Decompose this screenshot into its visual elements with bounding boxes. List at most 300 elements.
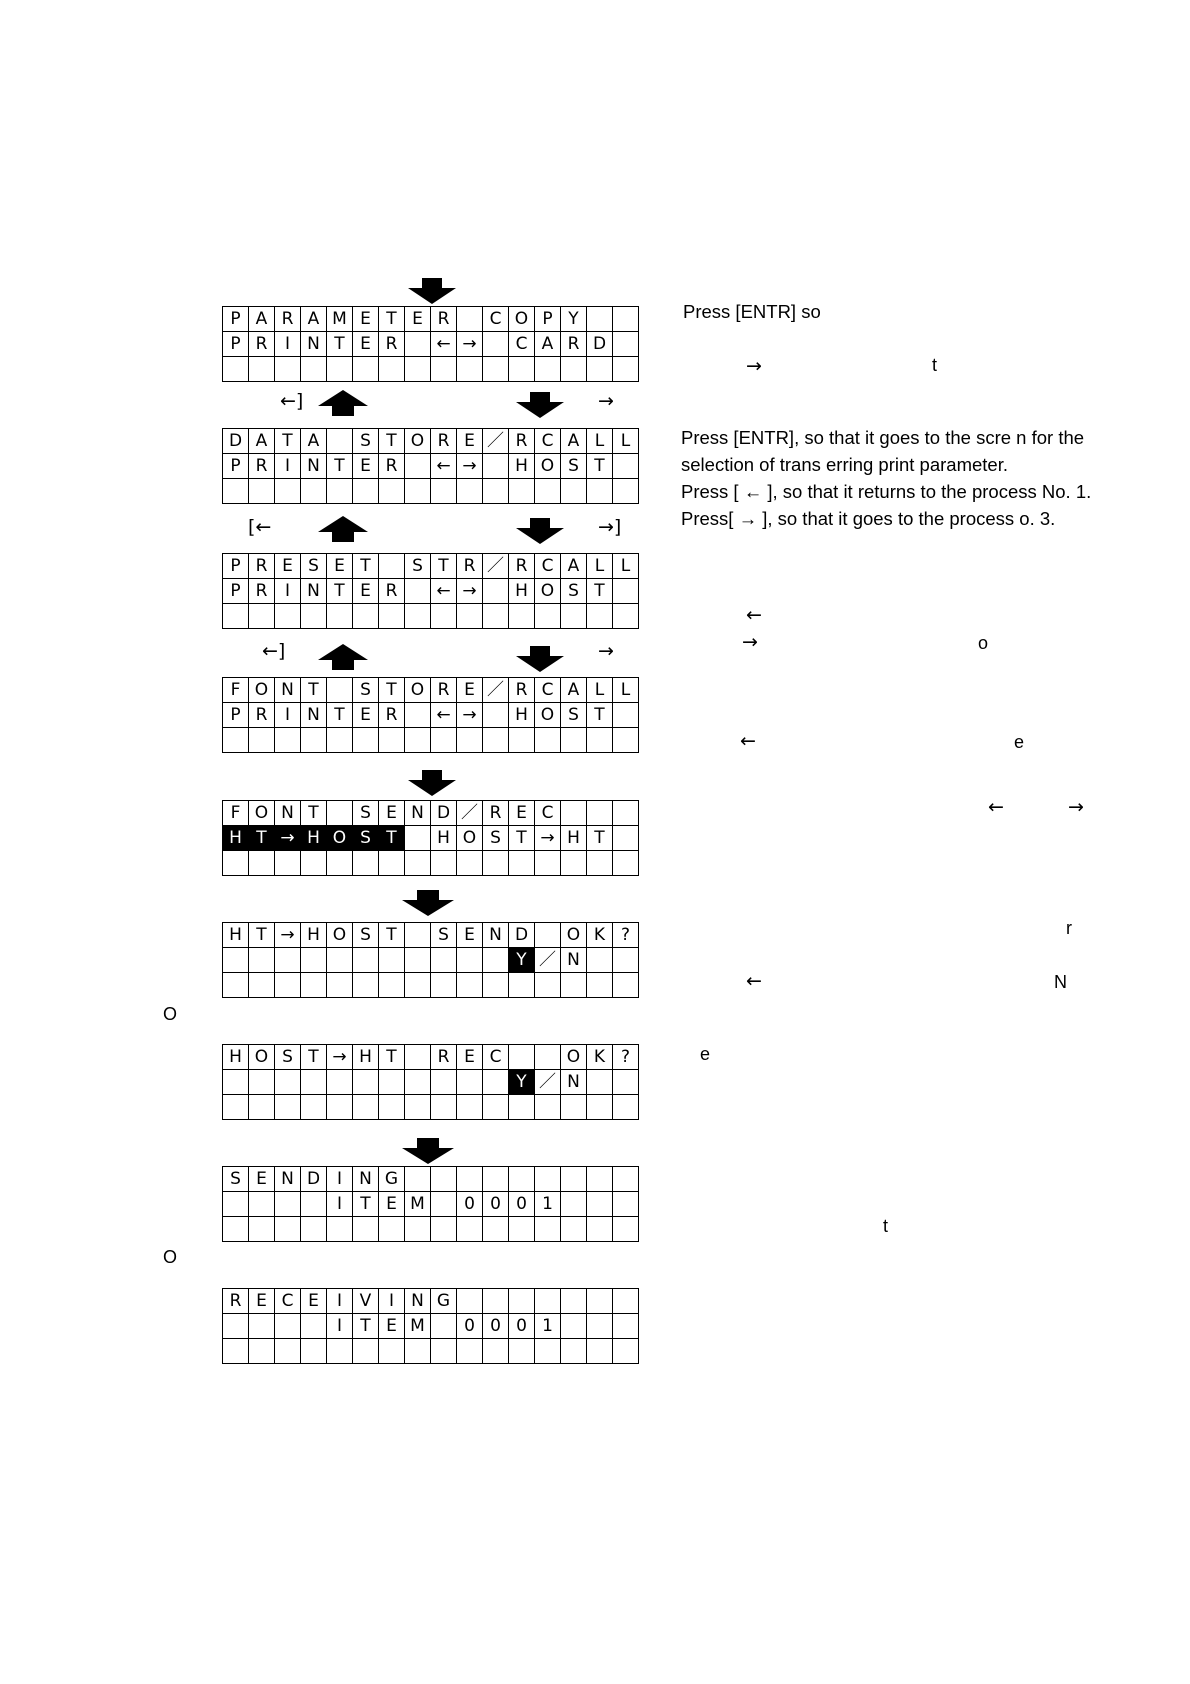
lcd-row <box>223 554 639 579</box>
lcd-cell <box>613 1070 639 1095</box>
lcd-row <box>223 728 639 753</box>
lcd-cell <box>561 851 587 876</box>
lcd-cell <box>405 728 431 753</box>
lcd-cell: E <box>353 703 379 728</box>
lcd-cell <box>275 357 301 382</box>
lcd-cell <box>613 948 639 973</box>
lcd-cell: A <box>561 678 587 703</box>
lcd-cell <box>535 1217 561 1242</box>
lcd-cell: T <box>587 454 613 479</box>
lcd-cell <box>223 973 249 998</box>
lcd-cell: 0 <box>457 1314 483 1339</box>
lcd-cell: O <box>561 923 587 948</box>
lcd-cell <box>405 703 431 728</box>
lcd-cell: 0 <box>457 1192 483 1217</box>
lcd-cell: S <box>353 801 379 826</box>
lcd-cell: A <box>561 429 587 454</box>
description-process-2-line-2: selection of trans erring print parameter. <box>681 454 1008 475</box>
lcd-cell: R <box>509 678 535 703</box>
lcd-cell <box>223 479 249 504</box>
lcd-cell <box>483 851 509 876</box>
description-fragment: e <box>1014 732 1025 752</box>
lcd-cell: → <box>457 579 483 604</box>
lcd-cell <box>483 479 509 504</box>
lcd-cell <box>249 479 275 504</box>
lcd-cell: M <box>327 307 353 332</box>
lcd-cell: Y <box>509 948 535 973</box>
lcd-cell <box>613 973 639 998</box>
lcd-cell <box>249 851 275 876</box>
lcd-screen-parameter-copy <box>222 306 639 382</box>
lcd-row <box>223 1339 639 1364</box>
flow-down-arrow-icon <box>516 392 564 418</box>
lcd-cell <box>613 1314 639 1339</box>
lcd-row <box>223 948 639 973</box>
lcd-screen-font-store-recall <box>222 677 639 753</box>
lcd-screen-font-send-rec <box>222 800 639 876</box>
lcd-cell: N <box>561 948 587 973</box>
lcd-cell: E <box>353 332 379 357</box>
lcd-cell <box>457 1095 483 1120</box>
lcd-cell: H <box>509 454 535 479</box>
lcd-cell <box>301 973 327 998</box>
lcd-cell: E <box>353 307 379 332</box>
lcd-row <box>223 851 639 876</box>
lcd-row <box>223 429 639 454</box>
lcd-cell: → <box>457 703 483 728</box>
lcd-cell <box>223 851 249 876</box>
lcd-cell: R <box>483 801 509 826</box>
description-fragment: O <box>163 1247 178 1267</box>
lcd-row <box>223 801 639 826</box>
description-fragment: r <box>1066 918 1072 938</box>
lcd-cell: N <box>275 801 301 826</box>
lcd-cell: 0 <box>509 1192 535 1217</box>
lcd-cell <box>275 479 301 504</box>
lcd-cell <box>457 1167 483 1192</box>
lcd-cell <box>483 579 509 604</box>
lcd-cell <box>249 973 275 998</box>
key-label-right: → <box>598 390 614 412</box>
lcd-cell <box>405 948 431 973</box>
lcd-cell: C <box>483 307 509 332</box>
lcd-cell: H <box>223 1045 249 1070</box>
lcd-cell <box>509 1217 535 1242</box>
lcd-cell: → <box>275 826 301 851</box>
lcd-cell: H <box>223 826 249 851</box>
description-process-2-line-3: Press [ ← ], so that it returns to the process No. 1. <box>681 481 1092 502</box>
lcd-cell <box>405 332 431 357</box>
lcd-screen-ht-host-send-ok <box>222 922 639 998</box>
lcd-cell: N <box>301 703 327 728</box>
lcd-cell <box>535 1095 561 1120</box>
lcd-cell <box>405 579 431 604</box>
lcd-cell: D <box>587 332 613 357</box>
lcd-cell <box>561 1192 587 1217</box>
lcd-cell <box>457 1070 483 1095</box>
lcd-screen-host-ht-rec-ok <box>222 1044 639 1120</box>
lcd-cell <box>483 332 509 357</box>
lcd-row <box>223 973 639 998</box>
lcd-cell: T <box>249 826 275 851</box>
lcd-cell: O <box>405 429 431 454</box>
description-process-1: Press [ENTR] so <box>683 301 821 322</box>
lcd-cell <box>327 801 353 826</box>
lcd-cell <box>431 973 457 998</box>
lcd-cell <box>613 728 639 753</box>
lcd-cell <box>405 357 431 382</box>
lcd-cell <box>561 1167 587 1192</box>
lcd-cell <box>509 1167 535 1192</box>
lcd-cell <box>613 1217 639 1242</box>
description-arrow: → <box>746 355 762 377</box>
lcd-cell <box>509 1095 535 1120</box>
lcd-cell <box>379 1217 405 1242</box>
lcd-cell: T <box>379 1045 405 1070</box>
lcd-cell: T <box>509 826 535 851</box>
lcd-cell: → <box>457 454 483 479</box>
lcd-cell: E <box>301 1289 327 1314</box>
lcd-cell: C <box>535 801 561 826</box>
lcd-cell: I <box>275 332 301 357</box>
lcd-cell <box>405 973 431 998</box>
lcd-cell <box>353 1070 379 1095</box>
lcd-cell <box>457 604 483 629</box>
lcd-cell: Y <box>561 307 587 332</box>
lcd-cell: L <box>613 554 639 579</box>
lcd-cell <box>613 579 639 604</box>
lcd-row <box>223 703 639 728</box>
lcd-cell: R <box>379 332 405 357</box>
lcd-cell <box>301 1070 327 1095</box>
lcd-cell <box>301 1217 327 1242</box>
lcd-cell <box>587 1339 613 1364</box>
lcd-cell: H <box>509 579 535 604</box>
lcd-cell <box>327 1217 353 1242</box>
lcd-cell: → <box>535 826 561 851</box>
lcd-row <box>223 1045 639 1070</box>
lcd-cell: R <box>379 703 405 728</box>
lcd-cell <box>457 357 483 382</box>
lcd-cell: P <box>223 703 249 728</box>
lcd-cell: T <box>327 332 353 357</box>
lcd-row <box>223 579 639 604</box>
lcd-cell: R <box>249 332 275 357</box>
lcd-cell <box>431 1095 457 1120</box>
lcd-cell <box>353 479 379 504</box>
lcd-cell <box>223 357 249 382</box>
lcd-cell: T <box>249 923 275 948</box>
lcd-cell: O <box>535 454 561 479</box>
lcd-cell <box>327 973 353 998</box>
lcd-cell: F <box>223 678 249 703</box>
lcd-cell <box>405 826 431 851</box>
lcd-cell <box>457 851 483 876</box>
lcd-cell: K <box>587 1045 613 1070</box>
lcd-cell <box>405 1167 431 1192</box>
lcd-cell <box>535 1167 561 1192</box>
lcd-cell <box>613 454 639 479</box>
lcd-cell: S <box>561 454 587 479</box>
lcd-cell <box>353 948 379 973</box>
lcd-cell <box>379 1339 405 1364</box>
lcd-cell: O <box>249 1045 275 1070</box>
description-arrow: ← <box>988 796 1004 818</box>
lcd-cell <box>431 851 457 876</box>
lcd-cell <box>405 1045 431 1070</box>
lcd-cell: E <box>353 454 379 479</box>
lcd-cell: T <box>379 429 405 454</box>
lcd-cell <box>301 948 327 973</box>
description-fragment: t <box>883 1216 889 1236</box>
lcd-cell <box>613 604 639 629</box>
lcd-screen-preset-str-recall <box>222 553 639 629</box>
flow-up-arrow-icon <box>318 516 368 542</box>
description-process-2-line-1: Press [ENTR], so that it goes to the scre n for the <box>681 427 1085 448</box>
lcd-cell: I <box>379 1289 405 1314</box>
lcd-cell: ← <box>431 332 457 357</box>
lcd-cell <box>405 1070 431 1095</box>
lcd-row <box>223 307 639 332</box>
lcd-cell: P <box>223 579 249 604</box>
lcd-cell <box>535 604 561 629</box>
lcd-cell <box>327 604 353 629</box>
lcd-cell <box>457 479 483 504</box>
lcd-cell: → <box>457 332 483 357</box>
lcd-cell <box>561 1314 587 1339</box>
lcd-row <box>223 1070 639 1095</box>
lcd-cell: ／ <box>535 948 561 973</box>
lcd-cell: E <box>457 1045 483 1070</box>
description-fragment: o <box>978 633 989 653</box>
lcd-cell: T <box>379 307 405 332</box>
lcd-cell: O <box>535 579 561 604</box>
lcd-cell <box>327 429 353 454</box>
lcd-cell: R <box>457 554 483 579</box>
lcd-cell <box>379 851 405 876</box>
lcd-cell: T <box>327 579 353 604</box>
lcd-cell <box>587 1289 613 1314</box>
lcd-cell: I <box>327 1167 353 1192</box>
lcd-cell <box>535 973 561 998</box>
lcd-cell: S <box>561 703 587 728</box>
description-fragment: t <box>932 355 938 375</box>
lcd-cell: L <box>587 554 613 579</box>
lcd-cell <box>405 479 431 504</box>
lcd-cell <box>353 851 379 876</box>
lcd-cell <box>509 479 535 504</box>
lcd-cell: S <box>301 554 327 579</box>
lcd-cell: E <box>249 1289 275 1314</box>
lcd-cell <box>431 1314 457 1339</box>
lcd-cell <box>353 1339 379 1364</box>
key-label-right: → <box>598 640 614 662</box>
lcd-cell: R <box>431 1045 457 1070</box>
lcd-cell <box>509 357 535 382</box>
lcd-row <box>223 1217 639 1242</box>
lcd-cell <box>587 801 613 826</box>
lcd-cell: C <box>509 332 535 357</box>
flow-down-arrow-icon <box>516 518 564 544</box>
lcd-row <box>223 1095 639 1120</box>
lcd-cell: S <box>483 826 509 851</box>
lcd-cell <box>483 703 509 728</box>
lcd-cell: O <box>405 678 431 703</box>
lcd-cell <box>431 479 457 504</box>
lcd-cell: S <box>353 923 379 948</box>
lcd-cell: D <box>509 923 535 948</box>
lcd-cell <box>275 1339 301 1364</box>
lcd-screen-sending <box>222 1166 639 1242</box>
lcd-row <box>223 454 639 479</box>
lcd-cell: H <box>509 703 535 728</box>
lcd-cell: F <box>223 801 249 826</box>
lcd-cell <box>327 1095 353 1120</box>
lcd-cell: I <box>327 1192 353 1217</box>
lcd-cell <box>301 357 327 382</box>
lcd-cell <box>587 1192 613 1217</box>
lcd-cell: 0 <box>509 1314 535 1339</box>
lcd-cell <box>613 1192 639 1217</box>
lcd-cell <box>327 479 353 504</box>
lcd-cell <box>223 1070 249 1095</box>
lcd-cell <box>535 923 561 948</box>
lcd-cell <box>249 604 275 629</box>
lcd-cell <box>561 728 587 753</box>
lcd-cell <box>301 604 327 629</box>
lcd-row <box>223 357 639 382</box>
lcd-cell <box>379 357 405 382</box>
lcd-cell: N <box>301 332 327 357</box>
lcd-cell <box>379 479 405 504</box>
lcd-cell: H <box>301 826 327 851</box>
lcd-cell <box>379 1070 405 1095</box>
lcd-cell: ← <box>431 703 457 728</box>
lcd-cell <box>509 1339 535 1364</box>
lcd-cell: A <box>561 554 587 579</box>
lcd-cell <box>561 1289 587 1314</box>
lcd-cell <box>405 1217 431 1242</box>
lcd-cell <box>587 948 613 973</box>
lcd-cell <box>301 479 327 504</box>
lcd-cell: ? <box>613 923 639 948</box>
lcd-cell <box>379 948 405 973</box>
lcd-cell: ／ <box>483 678 509 703</box>
lcd-cell <box>613 1095 639 1120</box>
lcd-cell <box>613 357 639 382</box>
lcd-cell <box>353 973 379 998</box>
lcd-cell <box>405 604 431 629</box>
lcd-cell <box>509 1289 535 1314</box>
lcd-cell <box>431 1217 457 1242</box>
lcd-cell <box>457 1339 483 1364</box>
lcd-cell: E <box>379 1192 405 1217</box>
lcd-cell: O <box>457 826 483 851</box>
lcd-cell <box>301 728 327 753</box>
lcd-cell <box>509 604 535 629</box>
lcd-cell: T <box>275 429 301 454</box>
lcd-cell <box>483 357 509 382</box>
lcd-cell: P <box>223 454 249 479</box>
lcd-cell <box>223 728 249 753</box>
lcd-cell <box>249 1314 275 1339</box>
lcd-cell <box>353 357 379 382</box>
lcd-cell: N <box>275 1167 301 1192</box>
lcd-cell <box>457 728 483 753</box>
lcd-cell <box>587 1217 613 1242</box>
flow-down-arrow-icon <box>408 278 456 304</box>
lcd-cell <box>301 1095 327 1120</box>
lcd-cell <box>431 604 457 629</box>
lcd-cell <box>379 554 405 579</box>
lcd-cell <box>431 948 457 973</box>
lcd-cell <box>483 1217 509 1242</box>
lcd-cell <box>613 826 639 851</box>
lcd-cell <box>431 1070 457 1095</box>
lcd-cell <box>275 1314 301 1339</box>
lcd-cell: S <box>223 1167 249 1192</box>
lcd-cell: R <box>379 454 405 479</box>
lcd-cell: A <box>249 429 275 454</box>
lcd-cell <box>483 1339 509 1364</box>
lcd-cell: L <box>613 678 639 703</box>
lcd-cell <box>223 1217 249 1242</box>
lcd-cell <box>275 851 301 876</box>
lcd-cell <box>483 1167 509 1192</box>
lcd-cell: T <box>379 678 405 703</box>
lcd-cell: 0 <box>483 1192 509 1217</box>
lcd-cell: H <box>223 923 249 948</box>
lcd-screen-data-store-recall <box>222 428 639 504</box>
lcd-cell: E <box>457 429 483 454</box>
lcd-cell <box>249 1217 275 1242</box>
lcd-cell: T <box>379 923 405 948</box>
lcd-cell <box>327 357 353 382</box>
lcd-cell: N <box>301 579 327 604</box>
lcd-cell <box>457 973 483 998</box>
lcd-cell: R <box>249 579 275 604</box>
lcd-cell: S <box>405 554 431 579</box>
lcd-cell: H <box>431 826 457 851</box>
lcd-cell: L <box>613 429 639 454</box>
lcd-cell <box>587 1070 613 1095</box>
lcd-cell <box>223 1339 249 1364</box>
lcd-cell <box>223 604 249 629</box>
lcd-cell <box>535 1045 561 1070</box>
lcd-row <box>223 1314 639 1339</box>
lcd-cell: R <box>509 429 535 454</box>
lcd-cell: D <box>223 429 249 454</box>
lcd-cell: A <box>301 429 327 454</box>
lcd-screen-receiving <box>222 1288 639 1364</box>
lcd-cell: T <box>327 703 353 728</box>
lcd-cell <box>249 1095 275 1120</box>
lcd-cell <box>457 307 483 332</box>
description-arrow: ← <box>740 730 756 752</box>
lcd-cell: E <box>327 554 353 579</box>
lcd-cell: A <box>249 307 275 332</box>
lcd-cell: N <box>301 454 327 479</box>
lcd-cell <box>353 604 379 629</box>
lcd-cell: T <box>587 826 613 851</box>
lcd-cell: I <box>327 1289 353 1314</box>
flow-down-arrow-icon <box>402 890 454 916</box>
lcd-cell: N <box>561 1070 587 1095</box>
lcd-cell: G <box>431 1289 457 1314</box>
description-fragment: N <box>1054 972 1067 992</box>
lcd-cell <box>483 1289 509 1314</box>
lcd-cell <box>613 307 639 332</box>
